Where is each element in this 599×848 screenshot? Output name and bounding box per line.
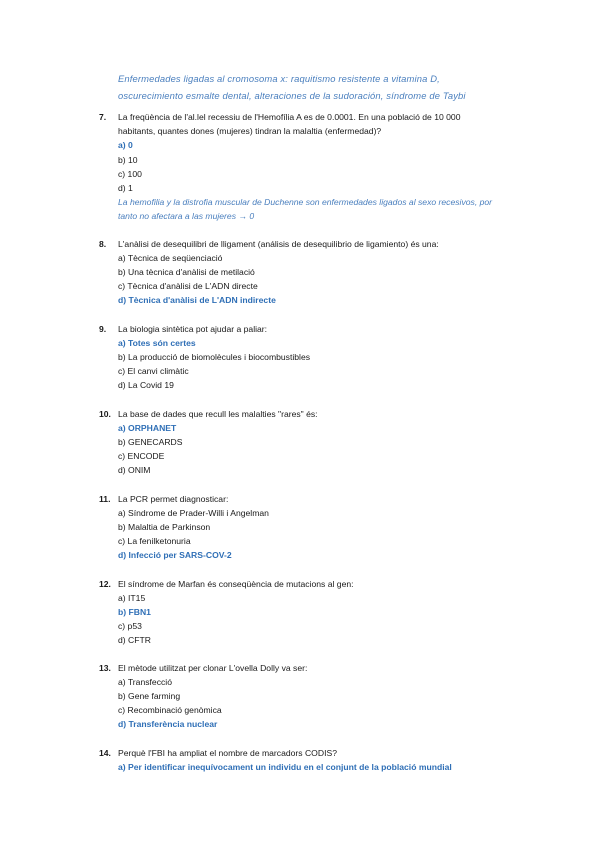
question-text: El mètode utilitzat per clonar L'ovella Dolly va ser: [118,663,308,673]
option-d: d) Tècnica d'anàlisi de L'ADN indirecte [118,295,276,305]
option-a: a) Tècnica de seqüenciació [118,253,223,263]
option-a: a) IT15 [118,593,146,603]
option-d: d) 1 [118,183,133,193]
option-b: b) Gene farming [118,691,181,701]
option-c: c) p53 [118,621,142,631]
option-d: d) La Covid 19 [118,380,174,390]
question-number: 13. [99,663,111,673]
option-d: d) Transferència nuclear [118,719,218,729]
question-number: 7. [99,112,107,122]
option-c: c) El canvi climàtic [118,366,189,376]
option-c: c) Tècnica d'anàlisi de L'ADN directe [118,281,258,291]
question-text: L'anàlisi de desequilibri de lligament (análisis de desequilibrio de ligamiento) és una: [118,239,439,249]
option-b: b) GENECARDS [118,437,183,447]
question-number: 14. [99,748,111,758]
answer-note: La hemofilia y la distrofia muscular de Duchenne son enfermedades ligados al sexo recesivos, por tanto no afectara a las mujeres → 0 [118,197,493,221]
option-b: b) 10 [118,155,138,165]
question-number: 8. [99,239,107,249]
option-c: c) La fenilketonuria [118,536,191,546]
question-text: La base de dades que recull les malalties "rares" és: [118,409,318,419]
option-b: b) La producció de biomolècules i biocombustibles [118,352,311,362]
question-text: Perquè l'FBI ha ampliat el nombre de marcadors CODIS? [118,748,337,758]
option-c: c) 100 [118,169,142,179]
option-c: c) Recombinació genòmica [118,705,222,715]
option-c: c) ENCODE [118,451,165,461]
option-b: b) Una tècnica d'anàlisi de metilació [118,267,255,277]
question-number: 11. [99,494,111,504]
question-text: El síndrome de Marfan és conseqüència de mutacions al gen: [118,579,354,589]
option-a: a) 0 [118,140,133,150]
option-d: d) CFTR [118,635,151,645]
question-number: 10. [99,409,111,419]
option-a: a) Síndrome de Prader-Willi i Angelman [118,508,269,518]
option-b: b) Malaltia de Parkinson [118,522,211,532]
question-text: La biologia sintètica pot ajudar a paliar: [118,324,268,334]
option-a: a) Per identificar inequívocament un individu en el conjunt de la població mundial [118,762,452,772]
question-text: La freqüència de l'al.lel recessiu de l'Hemofília A es de 0.0001. En una població de 10 000 habitants, quantes dones (mujeres) tindran la malaltia (enfermedad)? [118,112,461,136]
option-a: a) Transfecció [118,677,172,687]
option-d: d) ONIM [118,465,151,475]
option-a: a) Totes són certes [118,338,196,348]
option-a: a) ORPHANET [118,423,177,433]
intro-note: Enfermedades ligadas al cromosoma x: raquitismo resistente a vitamina D, oscurecimiento esmalte dental, alteraciones de la sudoración, síndrome de Taybi [118,73,466,101]
option-b: b) FBN1 [118,607,151,617]
question-number: 12. [99,579,111,589]
option-d: d) Infecció per SARS-COV-2 [118,550,232,560]
question-number: 9. [99,324,107,334]
question-text: La PCR permet diagnosticar: [118,494,229,504]
